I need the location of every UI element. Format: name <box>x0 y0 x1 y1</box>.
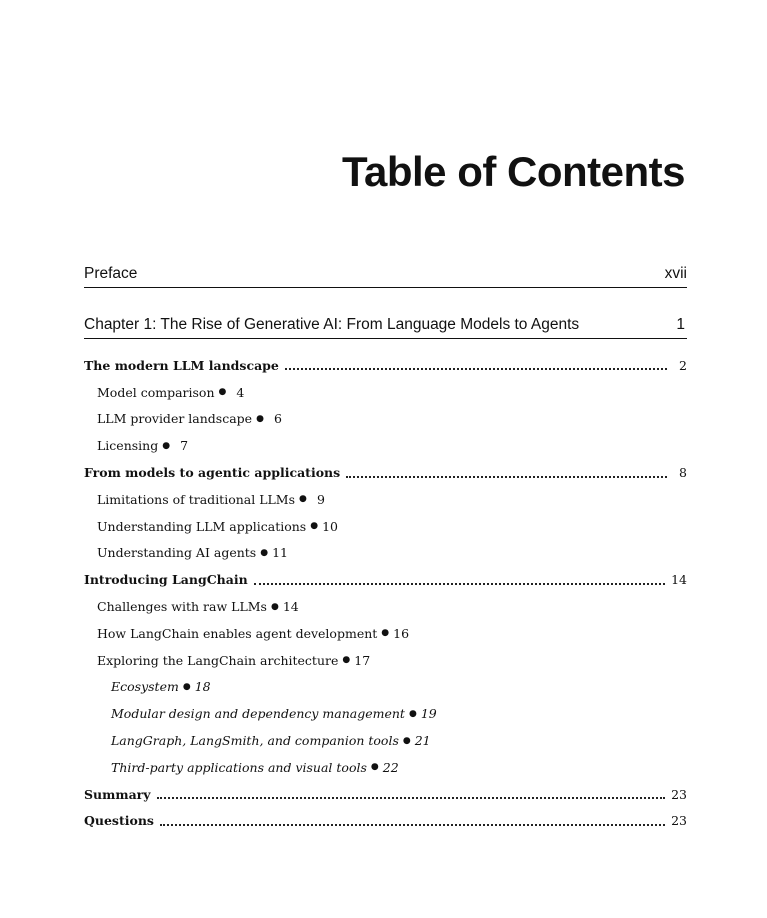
bullet-icon: ● <box>218 387 227 398</box>
toc-entry[interactable] <box>84 352 687 379</box>
toc-entry-label: How LangChain enables agent development <box>97 625 378 641</box>
toc-entry-page: 23 <box>671 786 687 802</box>
toc-entry-page: 11 <box>272 545 288 561</box>
toc-entry[interactable] <box>84 486 687 513</box>
toc-entry-page: 14 <box>282 599 299 615</box>
bullet-icon: ● <box>342 655 351 666</box>
toc-entry-label: Model comparison <box>97 384 215 400</box>
toc-entry-page: 23 <box>671 813 687 829</box>
toc-entry[interactable] <box>84 566 687 593</box>
bullet-icon: ● <box>402 735 411 746</box>
toc-entry[interactable] <box>84 700 687 727</box>
toc-entry-label: LangGraph, LangSmith, and companion tools <box>111 733 399 749</box>
toc-preface-page: xvii <box>664 265 687 282</box>
toc-entry[interactable] <box>84 459 687 486</box>
toc-entry-label: Questions <box>84 813 154 829</box>
toc-entry-label: LLM provider landscape <box>97 411 253 427</box>
toc-entry-label: The modern LLM landscape <box>84 357 279 373</box>
toc-entry-page: 22 <box>382 759 399 775</box>
toc-entry-page: 8 <box>679 465 687 481</box>
page-title: Table of Contents <box>341 148 685 195</box>
toc-entry-page: 6 <box>273 411 282 427</box>
toc-entry-list <box>84 352 687 834</box>
toc-entry-label: Introducing LangChain <box>84 572 248 588</box>
toc-entry[interactable] <box>84 593 687 620</box>
bullet-icon: ● <box>310 521 319 532</box>
bullet-icon: ● <box>256 413 264 424</box>
dot-leader <box>157 797 666 799</box>
toc-entry[interactable] <box>84 674 687 701</box>
toc-entry-label: Ecosystem <box>111 679 179 695</box>
toc-entry-page: 9 <box>316 491 325 507</box>
toc-entry-label: Exploring the LangChain architecture <box>97 652 339 668</box>
toc-entry-label: From models to agentic applications <box>84 465 341 481</box>
bullet-icon: ● <box>299 494 307 505</box>
toc-entry[interactable] <box>84 647 687 674</box>
toc-entry-page: 2 <box>679 357 687 373</box>
toc-entry[interactable] <box>84 406 687 433</box>
dot-leader <box>160 824 665 826</box>
toc-entry-page: 16 <box>393 625 410 641</box>
bullet-icon: ● <box>182 681 191 692</box>
bullet-icon: ● <box>162 440 171 451</box>
toc-entry[interactable] <box>84 513 687 540</box>
toc-chapter-1-label: Chapter 1: The Rise of Generative AI: From Language Models to Agents <box>84 316 580 333</box>
toc-entry-page: 14 <box>671 572 687 588</box>
toc-entry-page: 10 <box>322 518 338 534</box>
bullet-icon: ● <box>408 708 417 719</box>
toc-entry-page: 17 <box>354 652 371 668</box>
toc-entry-label: Summary <box>84 786 151 802</box>
toc-entry-label: Understanding AI agents <box>97 545 257 561</box>
toc-entry-page: 7 <box>180 438 189 454</box>
toc-entry-label: Modular design and dependency management <box>111 706 405 722</box>
toc-entry-page: 19 <box>420 706 437 722</box>
dot-leader <box>346 476 667 478</box>
toc-entry[interactable] <box>84 754 687 781</box>
toc-preface[interactable] <box>84 265 687 288</box>
toc-entry-label: Understanding LLM applications <box>97 518 307 534</box>
toc-entry[interactable] <box>84 781 687 808</box>
toc-entry-label: Licensing <box>97 438 159 454</box>
toc-entry[interactable] <box>84 540 687 567</box>
toc-entry[interactable] <box>84 432 687 459</box>
toc-entry-page: 18 <box>194 679 211 695</box>
toc-entry-page: 4 <box>236 384 245 400</box>
toc-entry[interactable] <box>84 379 687 406</box>
dot-leader <box>254 583 665 585</box>
bullet-icon: ● <box>260 547 269 558</box>
toc-entry-label: Limitations of traditional LLMs <box>97 491 296 507</box>
toc-entry[interactable] <box>84 808 687 835</box>
toc-chapter-1-page: 1 <box>676 316 685 333</box>
toc-entry-label: Challenges with raw LLMs <box>97 599 267 615</box>
toc-entry[interactable] <box>84 620 687 647</box>
bullet-icon: ● <box>270 601 279 612</box>
toc-entry-page: 21 <box>414 733 431 749</box>
toc-entry-label: Third-party applications and visual tools <box>111 759 367 775</box>
dot-leader <box>285 368 667 370</box>
toc-entry[interactable] <box>84 727 687 754</box>
toc-preface-label: Preface <box>84 265 138 282</box>
bullet-icon: ● <box>370 762 379 773</box>
bullet-icon: ● <box>381 628 390 639</box>
toc-chapter-1[interactable] <box>84 316 687 339</box>
